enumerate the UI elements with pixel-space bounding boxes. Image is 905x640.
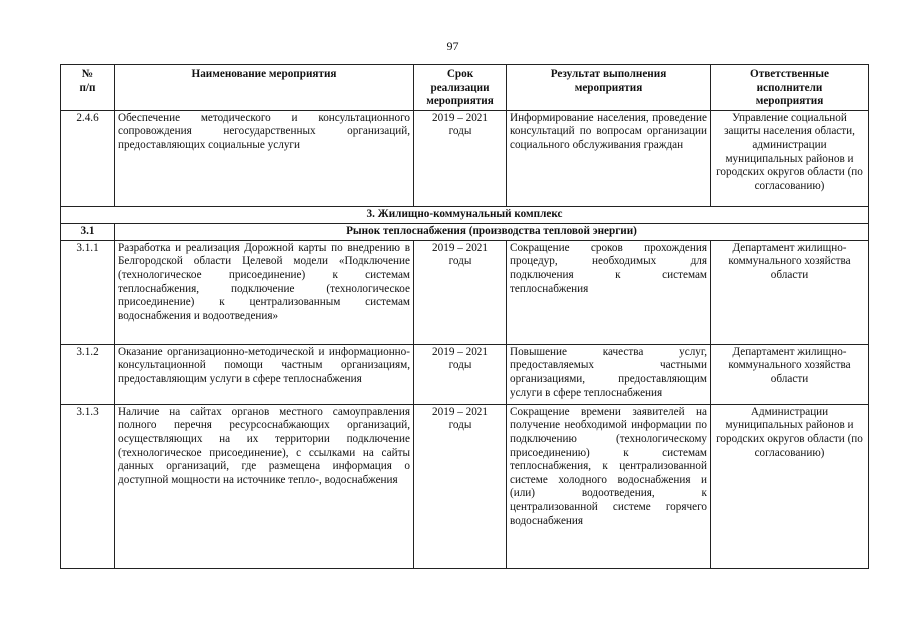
row-name: Наличие на сайтах органов местного самоуправления полного перечня ресурсоснабжающих организаций, осуществляющих на их территории подключение (технологическое присоединение), с ссылками на сайты данных организаций, где размещена информация о доступной мощности на источнике тепло-, водоснабжения	[115, 404, 414, 568]
row-result: Сокращение времени заявителей на получение необходимой информации по подключению (технологическому присоединению) к системам теплоснабжения, к централизованной системе холодного водоснабжения и (или) водоотведения, к централизованной системе горячего водоснабжения	[507, 404, 711, 568]
row-responsible: Администрации муниципальных районов и городских округов области (по согласованию)	[711, 404, 869, 568]
row-num: 3.1.2	[61, 344, 115, 404]
row-num: 3.1.3	[61, 404, 115, 568]
row-responsible: Департамент жилищно-коммунального хозяйства области	[711, 344, 869, 404]
header-term: Срок реализации мероприятия	[414, 65, 507, 111]
header-num: № п/п	[61, 65, 115, 111]
table-row	[61, 110, 869, 206]
subsection-num: 3.1	[61, 223, 115, 240]
row-responsible: Управление социальной защиты населения области, администрации муниципальных районов и городских округов области (по согласованию)	[711, 110, 869, 206]
table-row	[61, 240, 869, 344]
row-responsible: Департамент жилищно-коммунального хозяйства области	[711, 240, 869, 344]
row-term: 2019 – 2021 годы	[414, 404, 507, 568]
page-number: 97	[446, 39, 459, 53]
row-num: 3.1.1	[61, 240, 115, 344]
table-row	[61, 404, 869, 568]
row-result: Повышение качества услуг, предоставляемых частными организациями, предоставляющим услуги в сфере теплоснабжения	[507, 344, 711, 404]
section-row	[61, 206, 869, 223]
measures-table	[60, 64, 869, 569]
subsection-title: Рынок теплоснабжения (производства тепловой энергии)	[115, 223, 869, 240]
row-term: 2019 – 2021 годы	[414, 344, 507, 404]
row-result: Информирование населения, проведение консультаций по вопросам организации социального обслуживания граждан	[507, 110, 711, 206]
table-header-row	[61, 65, 869, 111]
row-name: Разработка и реализация Дорожной карты по внедрению в Белгородской области Целевой модели «Подключение (технологическое присоединение) к системам теплоснабжения, подключение (технологическое присоединение) к централизованным системам водоснабжения и водоотведения»	[115, 240, 414, 344]
row-name: Оказание организационно-методической и информационно-консультационной помощи частным организациям, предоставляющим услуги в сфере теплоснабжения	[115, 344, 414, 404]
row-result: Сокращение сроков прохождения процедур, необходимых для подключения к системам теплоснабжения	[507, 240, 711, 344]
header-result: Результат выполнения мероприятия	[507, 65, 711, 111]
header-responsible: Ответственные исполнители мероприятия	[711, 65, 869, 111]
subsection-row	[61, 223, 869, 240]
row-num: 2.4.6	[61, 110, 115, 206]
row-name: Обеспечение методического и консультационного сопровождения негосударственных организаций, предоставляющих социальные услуги	[115, 110, 414, 206]
header-name: Наименование мероприятия	[115, 65, 414, 111]
row-term: 2019 – 2021 годы	[414, 110, 507, 206]
section-title: 3. Жилищно-коммунальный комплекс	[61, 206, 869, 223]
row-term: 2019 – 2021 годы	[414, 240, 507, 344]
table-row	[61, 344, 869, 404]
